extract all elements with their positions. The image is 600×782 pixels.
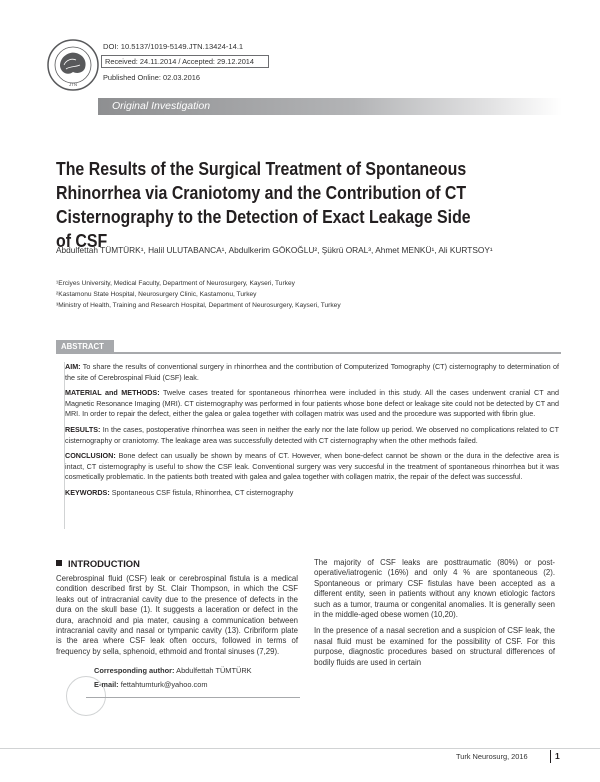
affiliation-item: ²Kastamonu State Hospital, Neurosurgery Clinic, Kastamonu, Turkey [56, 291, 257, 298]
affiliations [56, 278, 556, 311]
abstract-heading: ABSTRACT [56, 340, 114, 353]
journal-logo [46, 38, 100, 92]
published-online-date: Published Online: 02.03.2016 [103, 73, 200, 82]
email-link[interactable]: fettahtumturk@yahoo.com [120, 680, 208, 689]
square-bullet-icon [56, 560, 62, 566]
introduction-right-column [314, 558, 555, 674]
corresponding-email: E-mail: fettahtumturk@yahoo.com [94, 680, 208, 689]
received-accepted-dates: Received: 24.11.2014 / Accepted: 29.12.2014 [101, 55, 269, 68]
corresponding-author: Corresponding author: Abdulfettah TÜMTÜRK [94, 666, 252, 675]
introduction-heading: INTRODUCTION [56, 558, 140, 569]
section-label: Original Investigation [112, 100, 211, 112]
affiliation-item: ³Ministry of Health, Training and Research Hospital, Department of Neurosurgery, Kayseri, Turkey [56, 302, 341, 309]
abstract-body [64, 362, 559, 529]
footer-journal: Turk Neurosurg, 2016 [456, 752, 528, 761]
article-title: The Results of the Surgical Treatment of Spontaneous Rhinorrhea via Craniotomy and the Contribution of CT Cisternography to the Detection of Exact Leakage Side of CSF [56, 158, 471, 251]
abstract-conclusion: CONCLUSION: Bone defect can usually be shown by means of CT. However, when bone-defect cannot be shown or the dura in the defective area is intact, CT cisternography is useful to show the CSF leak. Conventional surgery was very succesful in the treatment of spontaneous rhinorrhea but it was cosmetically problematic. In the patients both treated with galea and galea together with collagen matrix, the repair of the defect was successful. [65, 451, 559, 482]
correspondence-divider [86, 697, 300, 698]
doi: DOI: 10.5137/1019-5149.JTN.13424-14.1 [103, 42, 244, 51]
paragraph: The majority of CSF leaks are posttraumatic (80%) or post-operative/iatrogenic (16%) and only 4 % are spontaneous (2). Spontaneous or primary CSF fistulas have been accepted as a different entity, seen in patients without any known etiologic factors such as a tumor, trauma or congenital anomalies. It is generally seen in the middle-aged obese women (10,20). [314, 558, 555, 620]
abstract-methods: MATERIAL and METHODS: Twelve cases treated for spontaneous rhinorrhea were included in this study. All the cases underwent cranial CT and Magnetic Resonance Imaging (MRI). CT cisternography was performed in four patients whose bone defect or leakage site could not be detected by CT and MRI. In order to repair the defect, either the galea or galea together with collagen matrix was used and the procedure was supported with fibrin glue. [65, 388, 559, 419]
introduction-left-column: Cerebrospinal fluid (CSF) leak or cerebrospinal fistula is a medical condition described first by St. Clair Thompson, in which the CSF leaks out of intracranial cavity due to the presence of defects in the dura on the skull base (1). It suggests a laceration or defect in the dura, arachnoid and pia mater, causing a communication between intracranial cavity and nasal or tympanic cavity (13). Cribriform plate is the area where CSF leak often occurs, followed in terms of frequency by sella, sphenoid, ethmoid and frontal sinuses (7,29). [56, 574, 298, 656]
orcid-watermark-icon [58, 668, 115, 725]
page-number: 1 [555, 751, 560, 761]
footer-separator [550, 750, 551, 763]
paragraph: In the presence of a nasal secretion and a suspicion of CSF leak, the nasal fluid must be examined for the possibility of CSF. For this purpose, diagnostic procedures based on structural differences of bodily fluids are used in certain [314, 626, 555, 667]
svg-text:JTN: JTN [68, 82, 78, 87]
abstract-results: RESULTS: In the cases, postoperative rhinorrhea was seen in neither the early nor the late follow up period. We observed no complications related to CT cisternography or craniotomy. The leakage area was successfully detected with CT cisternography when the other methods failed. [65, 424, 559, 445]
author-list: Abdulfettah TÜMTÜRK¹, Halil ULUTABANCA¹, Abdulkerim GÖKOĞLU², Şükrü ORAL³, Ahmet MENKÜ¹, Ali KURTSOY¹ [56, 245, 493, 255]
abstract-aim: AIM: To share the results of conventional surgery in rhinorrhea and the contribution of Computerized Tomography (CT) cisternography to determination of the site of Cerebrospinal Fluid (CSF) leak. [65, 362, 559, 382]
affiliation-item: ¹Erciyes University, Medical Faculty, Department of Neurosurgery, Kayseri, Turkey [56, 280, 295, 287]
abstract-keywords: KEYWORDS: Spontaneous CSF fistula, Rhinorrhea, CT cisternography [65, 487, 294, 497]
abstract-divider [56, 352, 561, 354]
footer-divider [0, 748, 600, 749]
